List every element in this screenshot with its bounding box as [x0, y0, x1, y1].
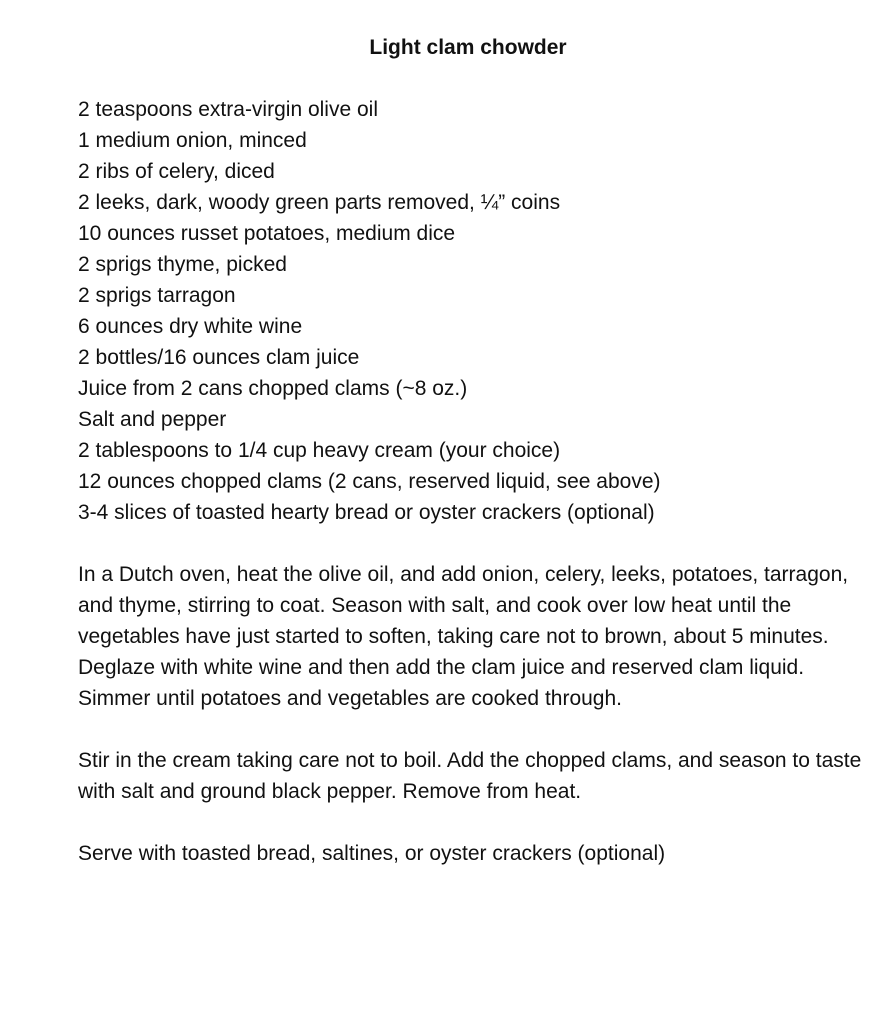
ingredient-item: 2 bottles/16 ounces clam juice — [78, 346, 360, 369]
instruction-paragraph: Serve with toasted bread, saltines, or oyster crackers (optional) — [78, 842, 666, 865]
ingredient-item: Juice from 2 cans chopped clams (~8 oz.) — [78, 377, 468, 400]
ingredient-item: 10 ounces russet potatoes, medium dice — [78, 222, 456, 245]
ingredient-list — [78, 94, 868, 528]
recipe-content — [78, 94, 868, 869]
ingredient-item: 2 sprigs thyme, picked — [78, 253, 287, 276]
instruction-paragraph: In a Dutch oven, heat the olive oil, and add onion, celery, leeks, potatoes, tarragon, and thyme, stirring to coat. Season with salt, and cook over low heat until the vegetables have just started to soften, taking care not to brown, about 5 minutes. Deglaze with white wine and then add the clam juice and reserved clam liquid. Simmer until potatoes and vegetables are cooked through. — [78, 563, 849, 710]
ingredient-item: Salt and pepper — [78, 408, 227, 431]
recipe-title: Light clam chowder — [369, 36, 567, 59]
ingredient-item: 1 medium onion, minced — [78, 129, 307, 152]
ingredient-item: 2 ribs of celery, diced — [78, 160, 275, 183]
ingredient-item: 3-4 slices of toasted hearty bread or oyster crackers (optional) — [78, 501, 655, 524]
ingredient-item: 2 sprigs tarragon — [78, 284, 236, 307]
ingredient-item: 2 tablespoons to 1/4 cup heavy cream (your choice) — [78, 439, 561, 462]
instruction-paragraph: Stir in the cream taking care not to boil. Add the chopped clams, and season to taste with salt and ground black pepper. Remove from heat. — [78, 749, 862, 803]
ingredient-item: 12 ounces chopped clams (2 cans, reserved liquid, see above) — [78, 470, 661, 493]
ingredient-item: 2 teaspoons extra-virgin olive oil — [78, 98, 378, 121]
ingredient-item: 6 ounces dry white wine — [78, 315, 303, 338]
ingredient-item: 2 leeks, dark, woody green parts removed, ¼” coins — [78, 191, 561, 214]
